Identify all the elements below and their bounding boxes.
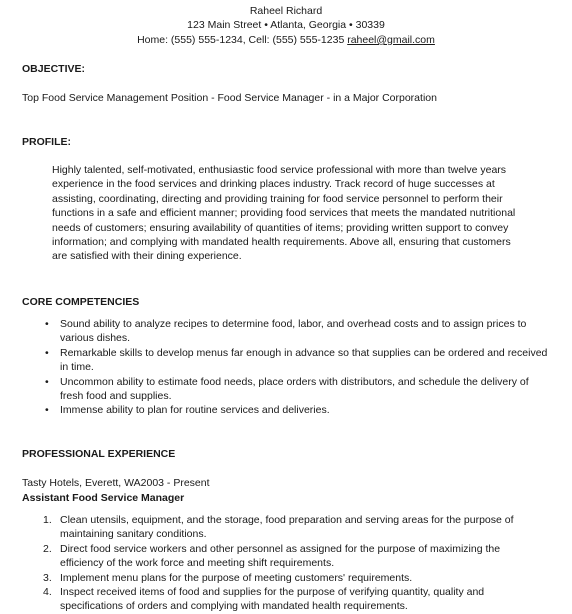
item-number: 2.: [43, 542, 52, 555]
resume-header: [0, 4, 572, 47]
list-item: [22, 542, 527, 571]
experience-heading: PROFESSIONAL EXPERIENCE: [22, 448, 176, 460]
applicant-contact: [0, 33, 572, 47]
competencies-heading: CORE COMPETENCIES: [22, 296, 140, 308]
list-item: [22, 571, 527, 585]
list-item: [22, 346, 550, 375]
competency-text: Uncommon ability to estimate food needs, place orders with distributors, and schedule the delivery of fresh food and supplies.: [60, 375, 529, 403]
applicant-address: 123 Main Street • Atlanta, Georgia • 30339: [187, 19, 385, 32]
objective-heading: OBJECTIVE:: [22, 63, 86, 75]
email-link[interactable]: raheel@gmail.com: [347, 33, 435, 46]
objective-text: Top Food Service Management Position - Food Service Manager - in a Major Corporation: [22, 92, 437, 104]
list-item: [22, 513, 527, 542]
profile-text: Highly talented, self-motivated, enthusiastic food service professional with more than twelve years experience in the food services and drinking places industry. Track record of huge successes at assisting, coordinating, directing and providing training for food service personnel to perform their functions in a safe and efficient manner; providing food services that meets the mandated nutritional needs of customers; ensuring availability of quantities of items; providing written support to convey information; and complying with mandated health requirements. Above all, ensuring that customers are satisfied with their dining experience.: [52, 164, 516, 263]
item-number: 4.: [43, 586, 52, 599]
bullet-icon: •: [45, 318, 49, 330]
competency-text: Sound ability to analyze recipes to determine food, labor, and overhead costs and to assign prices to various dishes.: [60, 318, 527, 345]
bullet-icon: •: [45, 404, 49, 417]
competencies-list: [22, 317, 550, 418]
job-title: Assistant Food Service Manager: [22, 492, 185, 504]
duties-list: [22, 513, 527, 614]
bullet-icon: •: [45, 375, 49, 388]
competency-text: Remarkable skills to develop menus far enough in advance so that supplies can be ordered and received in time.: [60, 346, 548, 374]
item-number: 1.: [43, 514, 52, 526]
phone-numbers: Home: (555) 555-1234, Cell: (555) 555-1235: [137, 33, 348, 46]
duty-text: Inspect received items of food and supplies for the purpose of verifying quantity, quality and specifications of orders and complying with mandated health requirements.: [60, 586, 485, 613]
profile-heading: PROFILE:: [22, 136, 71, 148]
duty-text: Direct food service workers and other personnel as assigned for the purpose of maximizing the efficiency of the work force and meeting shift requirements.: [60, 542, 501, 570]
duty-text: Implement menu plans for the purpose of meeting customers' requirements.: [60, 571, 413, 584]
competency-text: Immense ability to plan for routine services and deliveries.: [60, 404, 330, 417]
list-item: [22, 585, 527, 614]
list-item: [22, 317, 550, 346]
bullet-icon: •: [45, 346, 49, 359]
applicant-name: Raheel Richard: [249, 5, 323, 17]
company-line: Tasty Hotels, Everett, WA2003 - Present: [22, 477, 210, 489]
item-number: 3.: [43, 571, 52, 584]
duty-text: Clean utensils, equipment, and the storage, food preparation and serving areas for the purpose of maintaining sanitary conditions.: [60, 514, 514, 541]
list-item: [22, 403, 550, 417]
list-item: [22, 375, 550, 404]
